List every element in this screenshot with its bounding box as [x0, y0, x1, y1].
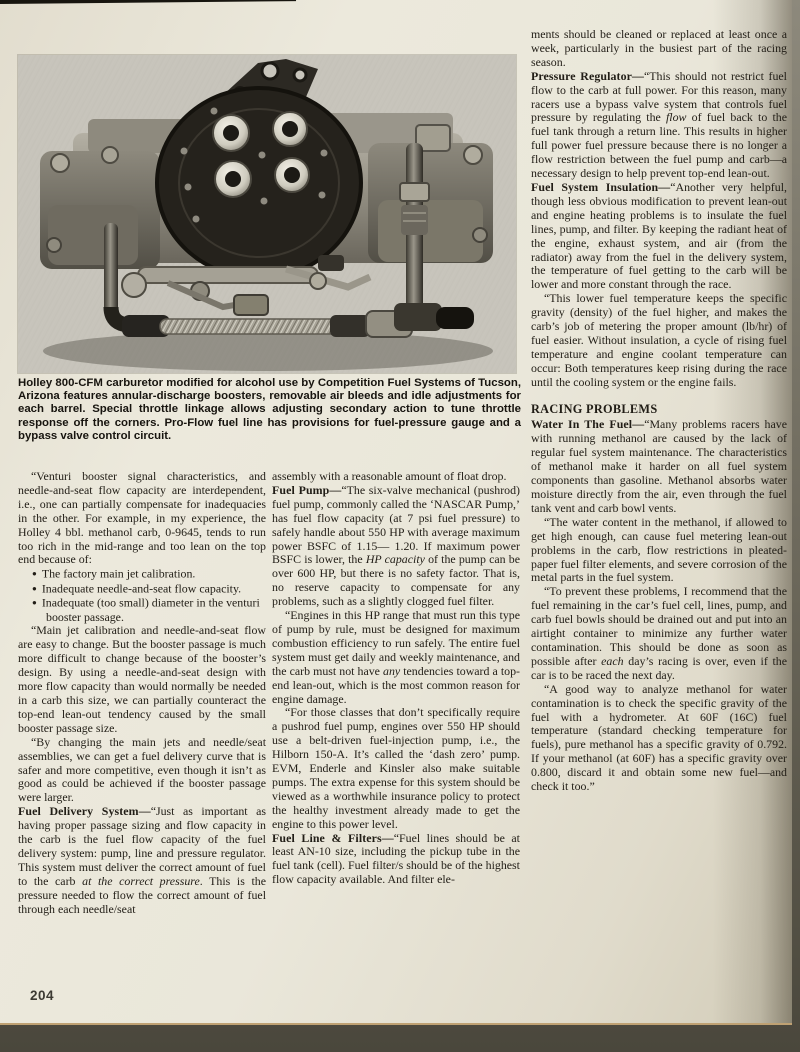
paragraph: Fuel Line & Filters—“Fuel lines should be at least AN-10 size, including the pickup tube in the fuel tank (cell). Fuel filter/s should be of the highest flow capacity available. And filter ele-	[272, 830, 520, 887]
bullet-text: The factory main jet calibration.	[41, 566, 196, 581]
paragraph: Fuel System Insulation—“Another very helpful, though less obvious modification to prevent lean-out and engine heating problems is to insulate the fuel lines, pump, and filter. By keeping the radiant heat of the engine, exhaust system, and air (from the radiator) away from the fuel in the delivery system, the temperature of fuel getting to the carb will be lower and more constant through the race.	[531, 179, 787, 292]
section-heading: RACING PROBLEMS	[531, 401, 658, 416]
carb-shadow	[43, 331, 493, 371]
paragraph: “Main jet calibration and needle-and-seat flow are easy to change. But the booster passage is much more difficult to change because of the booster’s design. By using a needle-and-seat design with more flow capacity than would normally be needed in a carb this size, we can partially counteract the top-end lean-out tendency caused by the small booster passage size.	[18, 623, 266, 735]
paragraph: Fuel Pump—“The six-valve mechanical (pushrod) fuel pump, commonly called the ‘NASCAR Pump,’ has fuel flow capacity (at 7 psi fuel pressure) to safely handle about 550 HP with average maximum power BSFC of 1.15— 1.20. If maximum power BSFC is lower, the HP capacity of the pump can be over 600 HP, but there is no safety factor. That is, no reserve capacity to compensate for any problems, such as a slightly clogged fuel filter.	[272, 482, 521, 609]
paragraph: “For those classes that don’t specifically require a pushrod fuel pump, engines over 550 HP should use a belt-driven fuel-injection pump, i.e., the Hilborn 150-A. It’s called the ‘dash zero’ pump. EVM, Enderle and Kinsler also make suitable pumps. The extra expense for this system should be viewed as a worthwhile insurance policy to protect the healthy investment already made to get the engine to this power level.	[272, 705, 520, 831]
paragraph: Pressure Regulator—“This should not restrict fuel flow to the carb at full power. For this reason, many racers use a bypass valve system that controls fuel pressure by regulating the flow of fuel back to the fuel tank through a return line. This results in higher full power fuel pressure because there is no longer a flow restriction between the fuel pump and carb—a necessary design to help prevent top-end lean-out.	[531, 68, 787, 181]
paragraph: “A good way to analyze methanol for water contamination is to check the specific gravity of the fuel with a hydrometer. At 60F (16C) fuel temperature (standard checking temperature for fuels), pure methanol has a specific gravity of 0.792. If your methanol (at 60F) has a specific gravity over 0.800, discard it and obtain some new fuel—and check it too.”	[531, 681, 787, 794]
page-number: 204	[30, 988, 55, 1003]
paragraph: Water In The Fuel—“Many problems racers have with running methanol are caused by the lack of regular fuel system maintenance. The characteristics of methanol make it harder on all fuel system components than gasoline. Methanol absorbs water moisture directly from the air, even through the fuel tank vent and carb bowl vents.	[531, 417, 787, 515]
paragraph: assembly with a reasonable amount of float drop.	[272, 469, 507, 483]
bullet-text: Inadequate needle-and-seat flow capacity.	[41, 581, 242, 596]
paragraph: “The water content in the methanol, if allowed to get high enough, can cause fuel metering lean-out problems in the carb, flow restrictions in pleated-paper fuel filter elements, and severe corrosion of the metal parts in the fuel system.	[531, 514, 787, 585]
paragraph: “This lower fuel temperature keeps the specific gravity (density) of the fuel higher, and makes the carb’s job of metering the proper amount (lb/hr) of fuel easier. Without insulation, a cycle of rising fuel temperature and engine coolant temperature can occur: Both temperatures keep rising during the race until the cooling system or the engine fails.	[531, 291, 787, 389]
venturi-plate	[157, 88, 361, 278]
paragraph: “Venturi booster signal characteristics, and needle-and-seat flow capacity are interdependent, i.e., one can partially compensate for inadequacies in the other. For example, in my experience, the Holley 4 bbl. methanol carb, 0-9645, tends to run too rich in the mid-range and too lean on the top end because of:	[18, 469, 266, 567]
column-middle	[272, 470, 520, 887]
bullet-list	[20, 567, 266, 624]
column-left	[18, 470, 266, 917]
carburetor-photo-figure	[18, 55, 516, 373]
bullet-item	[20, 582, 266, 596]
paragraph: Fuel Delivery System—“Just as important as having proper passage sizing and flow capacity in the carb is the fuel flow capacity of the fuel delivery system: pump, line and pressure regulator. This system must deliver the correct amount of fuel to the carb at the correct pressure. This is the pressure needed to flow the correct amount of fuel through each needle/seat	[18, 804, 266, 916]
paragraph: “To prevent these problems, I recommend that the fuel remaining in the car’s fuel cell, lines, pump, and carb fuel bowls should be drained out and put into an airtight container to minimize any further water contamination. This should be done as soon as possible after each day’s racing is over, even if the car is to be raced the next day.	[531, 584, 787, 682]
bullet-dot-icon: ●	[32, 598, 37, 608]
bullet-text: Inadequate (too small) diameter in the venturi booster passage.	[41, 595, 260, 624]
column-right	[531, 28, 787, 794]
paragraph: “Engines in this HP range that must run this type of pump by rule, must be designed for maximum combustion efficiency to run safely. The entire fuel system must get daily and weekly maintenance, and the carb must not have any tendencies toward a top-end lean-out, which is the most common reason for engine damage.	[272, 608, 520, 706]
bullet-dot-icon: ●	[32, 569, 37, 579]
photo-caption: Holley 800-CFM carburetor modified for alcohol use by Competition Fuel Systems of Tucson, Arizona features annular-discharge boosters, removable air bleeds and idle adjustments for each barrel. Special throttle linkage allows adjusting secondary action to tune throttle response off the corners. Pro-Flow fuel line has provisions for fuel-pressure gauge and a bypass valve control circuit.	[18, 377, 521, 442]
carburetor-photo	[18, 55, 516, 373]
scan-edge-artifact	[0, 0, 296, 4]
bullet-item	[20, 567, 266, 581]
paragraph: ments should be cleaned or replaced at least once a week, particularly in the busiest part of the racing season.	[531, 27, 787, 69]
bullet-item	[20, 596, 266, 624]
paragraph: “By changing the main jets and needle/seat assemblies, we can get a fuel delivery curve that is safer and more competitive, even though it isn’t as good as could be achieved if the booster passage were larger.	[18, 734, 266, 805]
bullet-dot-icon: ●	[32, 583, 37, 593]
